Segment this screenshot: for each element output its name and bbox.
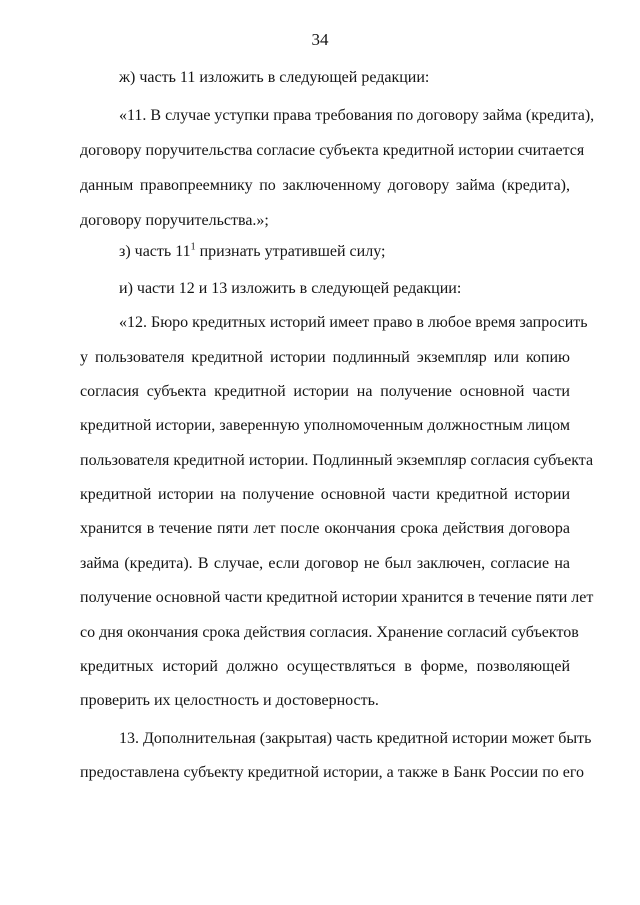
quote-12-line-1: «12. Бюро кредитных историй имеет право в любое время запросить	[119, 314, 588, 331]
quote-12-line-10: со дня окончания срока действия согласия. Хранение согласий субъектов	[80, 624, 579, 641]
quote-11-line-2: договору поручительства согласие субъекта кредитной истории считается	[80, 142, 585, 159]
paragraph-zh-line: ж) часть 11 изложить в следующей редакции:	[119, 69, 430, 86]
paragraph-z-text: з) часть 11	[119, 243, 191, 260]
quote-12-line-3: согласия субъекта кредитной истории на получение основной части	[80, 383, 570, 400]
quote-12-line-6: кредитной истории на получение основной части кредитной истории	[80, 486, 570, 503]
paragraph-13-line-2: предоставлена субъекту кредитной истории, а также в Банк России по его	[80, 764, 585, 781]
superscript-one: 1	[190, 241, 196, 253]
paragraph-z-line	[119, 242, 570, 262]
paragraph-z-rest: признать утратившей силу;	[195, 243, 386, 260]
page-number: 34	[311, 30, 329, 49]
paragraph-i-line: и) части 12 и 13 изложить в следующей редакции:	[119, 280, 462, 297]
quote-12-line-8: займа (кредита). В случае, если договор не был заключен, согласие на	[80, 555, 570, 572]
quote-12-line-5: пользователя кредитной истории. Подлинный экземпляр согласия субъекта	[80, 452, 594, 469]
quote-12-line-11: кредитных историй должно осуществляться в форме, позволяющей	[80, 658, 570, 675]
quote-12-line-4: кредитной истории, заверенную уполномоченным должностным лицом	[80, 417, 570, 434]
quote-11-line-3: данным правопреемнику по заключенному договору займа (кредита),	[80, 177, 570, 194]
quote-12-line-7: хранится в течение пяти лет после окончания срока действия договора	[80, 520, 570, 537]
quote-12-line-9: получение основной части кредитной истории хранится в течение пяти лет	[80, 589, 594, 606]
quote-11-line-1: «11. В случае уступки права требования по договору займа (кредита),	[119, 107, 595, 124]
quote-12-line-2: у пользователя кредитной истории подлинный экземпляр или копию	[80, 349, 570, 366]
quote-12-line-12: проверить их целостность и достоверность.	[80, 692, 379, 709]
quote-11-line-4: договору поручительства.»;	[80, 212, 269, 229]
paragraph-13-line-1: 13. Дополнительная (закрытая) часть кредитной истории может быть	[119, 730, 592, 747]
